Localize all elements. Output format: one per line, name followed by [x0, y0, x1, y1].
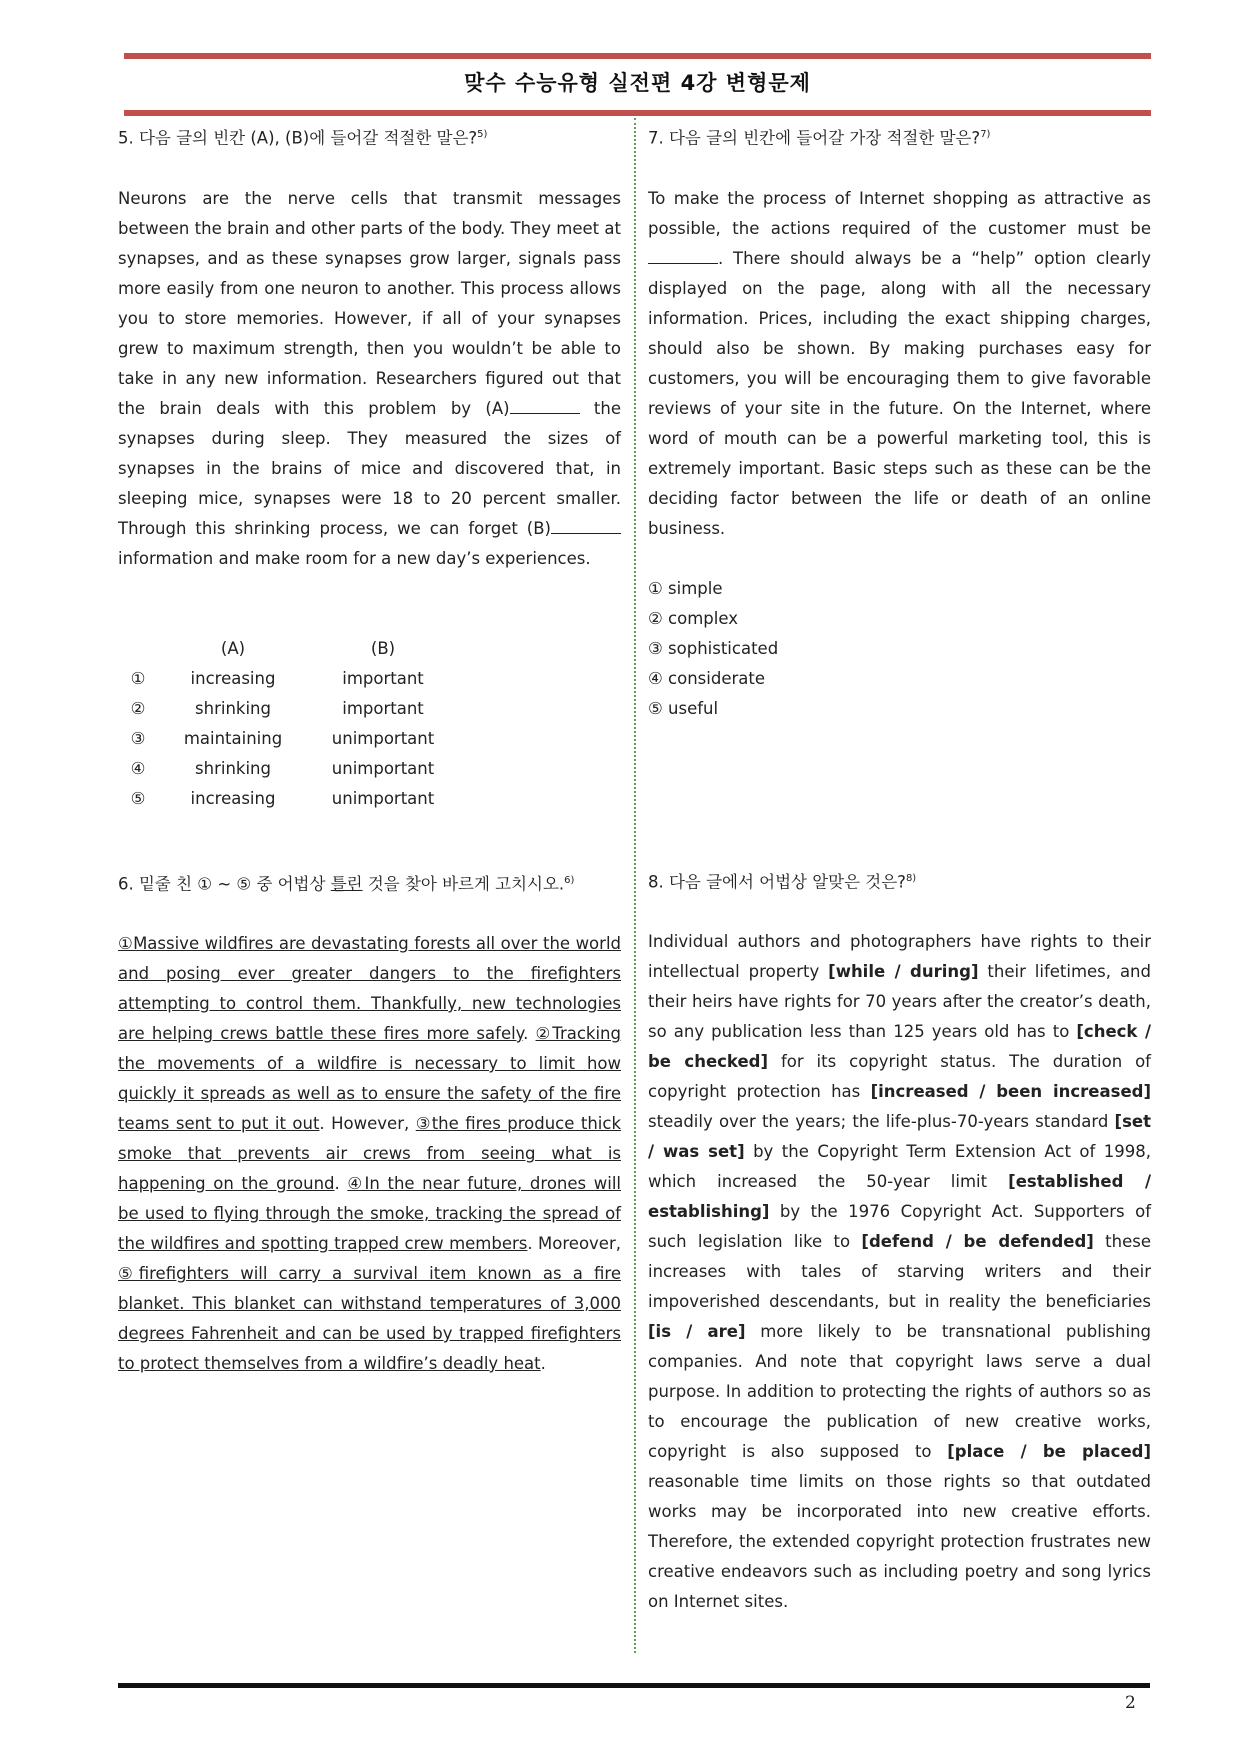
question-5-passage: Neurons are the nerve cells that transmit messages between the brain and other parts of the body. They meet at synapses, and as these synapses grow larger, signals pass more easily from one neuron to another. This process allows you to store memories. However, if all of your synapses grew to maximum strength, then you wouldn’t be able to take in any new information. Researchers figured out that the brain deals with this problem by (A) the synapses during sleep. They measured the sizes of synapses in the brains of mice and discovered that, in sleeping mice, synapses were 18 to 20 percent smaller. Through this shrinking process, we can forget (B) information and make room for a new day’s experiences. — [118, 188, 621, 568]
question-7 — [648, 120, 1151, 724]
underlined-1: ①Massive wildfires are devastating forests all over the world and posing ever greater dangers to the firefighters attempting to control them. Thankfully, new technologies are helping crews battle these fires more safely — [118, 934, 621, 1043]
footnote-ref: 7) — [980, 129, 991, 140]
page-title: 맞수 수능유형 실전편 4강 변형문제 — [464, 71, 811, 95]
bracket-choice: [while / during] — [828, 962, 979, 981]
footer-rule — [118, 1683, 1150, 1688]
choice-item: ② complex — [648, 608, 738, 628]
column-divider — [634, 118, 636, 1653]
option-row: ② shrinking important — [130, 698, 424, 718]
bracket-choice: [set / was set] — [648, 1112, 1151, 1161]
question-5-title: 5. 다음 글의 빈칸 (A), (B)에 들어갈 적절한 말은?$^{5)}$ — [118, 128, 488, 148]
choice-item: ④ considerate — [648, 668, 765, 688]
options-header — [118, 634, 458, 664]
choice-item: ③ sophisticated — [648, 638, 779, 658]
question-6-passage: ①Massive wildfires are devastating forests all over the world and posing ever greater dangers to the firefighters attempting to control them. Thankfully, new technologies are helping crews battle these fires more safely. ②Tracking the movements of a wildfire is necessary to limit how quickly it spreads as well as to ensure the safety of the fire teams sent to put it out. However, ③the fires produce thick smoke that prevents air crews from seeing what is happening on the ground. ④In the near future, drones will be used to flying through the smoke, tracking the spread of the wildfires and spotting trapped crew members. Moreover, ⑤firefighters will carry a survival item known as a fire blanket. This blanket can withstand temperatures of 3,000 degrees Fahrenheit and can be used by trapped firefighters to protect themselves from a wildfire’s deadly heat. — [118, 934, 622, 1373]
blank-b — [551, 515, 621, 534]
bracket-choice: [defend / be defended] — [861, 1232, 1094, 1251]
footnote-ref: 6) — [564, 874, 575, 886]
header-top-rule — [124, 53, 1151, 59]
option-row: ④ shrinking unimportant — [130, 758, 435, 778]
col-a-header: (A) — [220, 638, 246, 658]
question-5 — [118, 120, 621, 814]
question-7-passage: To make the process of Internet shopping as attractive as possible, the actions required of the customer must be . There should always be a “help” option clearly displayed on the page, along with all the necessary information. Prices, including the exact shipping charges, should also be shown. By making purchases easy for customers, you will be encouraging them to give favorable reviews of your site in the future. On the Internet, where word of mouth can be a powerful marketing tool, this is extremely important. Basic steps such as these can be the deciding factor between the life or death of an online business. — [648, 188, 1151, 538]
col-b-header: (B) — [370, 638, 396, 658]
bracket-choice: [check / be checked] — [648, 1022, 1151, 1071]
footnote-ref: 5) — [477, 129, 488, 140]
underlined-5: ⑤firefighters will carry a survival item known as a fire blanket. This blanket can withstand temperatures of 3,000 degrees Fahrenheit and can be used by trapped firefighters to protect themselves from a wildfire’s deadly heat — [118, 1264, 621, 1373]
choice-item: ① simple — [648, 578, 723, 598]
question-8-title: 8. 다음 글에서 어법상 알맞은 것은?$^{8)}$ — [648, 872, 917, 891]
footnote-ref: 8) — [905, 872, 917, 884]
question-8-passage: Individual authors and photographers have rights to their intellectual property [while / during] their lifetimes, and their heirs have rights for 70 years after the creator’s death, so any publication less than 125 years old has to [check / be checked] for its copyright status. The duration of copyright protection has [increased / been increased] steadily over the years; the life-plus-70-years standard [set / was set] by the Copyright Term Extension Act of 1998, which increased the 50-year limit [established / establishing] by the 1976 Copyright Act. Supporters of such legislation like to [defend / be defended] these increases with tales of starving writers and their impoverished descendants, but in reality the beneficiaries [is / are] more likely to be transnational publishing companies. And note that copyright laws serve a dual purpose. In addition to protecting the rights of authors so as to encourage the publication of new creative works, copyright is also supposed to [place / be placed] reasonable time limits on those rights so that outdated works may be incorporated into new creative efforts. Therefore, the extended copyright protection frustrates new creative endeavors such as including poetry and song lyrics on Internet sites. — [648, 932, 1152, 1611]
right-column — [648, 120, 1151, 1617]
underlined-3: ③the fires produce thick smoke that prevents air crews from seeing what is happening on the ground — [118, 1114, 622, 1193]
blank — [648, 245, 718, 264]
option-row: ③ maintaining unimportant — [130, 728, 435, 748]
bracket-choice: [increased / been increased] — [870, 1082, 1151, 1101]
bracket-choice: [is / are] — [648, 1322, 746, 1341]
question-6 — [118, 866, 621, 1380]
option-row: ① increasing important — [130, 668, 424, 688]
choice-item: ⑤ useful — [648, 698, 719, 718]
underlined-2: ②Tracking the movements of a wildfire is necessary to limit how quickly it spreads as well as to ensure the safety of the fire teams sent to put it out — [118, 1024, 621, 1133]
question-5-options — [118, 634, 458, 814]
question-6-title: 6. 밑줄 친 ① ~ ⑤ 중 어법상 틀린 것을 찾아 바르게 고치시오.$^{6)}$ — [118, 874, 575, 893]
question-8 — [648, 864, 1151, 1618]
left-column — [118, 120, 621, 1379]
page-number: 2 — [1125, 1693, 1136, 1713]
blank-a — [510, 395, 580, 414]
bracket-choice: [place / be placed] — [947, 1442, 1151, 1461]
option-row: ⑤ increasing unimportant — [130, 788, 435, 808]
underlined-4: ④In the near future, drones will be used to flying through the smoke, tracking the spread of the wildfires and spotting trapped crew members — [118, 1174, 621, 1253]
header-bottom-rule — [124, 110, 1151, 116]
bracket-choice: [established / establishing] — [648, 1172, 1151, 1221]
question-7-choices — [648, 574, 1151, 724]
question-7-title: 7. 다음 글의 빈칸에 들어갈 가장 적절한 말은?$^{7)}$ — [648, 128, 991, 148]
